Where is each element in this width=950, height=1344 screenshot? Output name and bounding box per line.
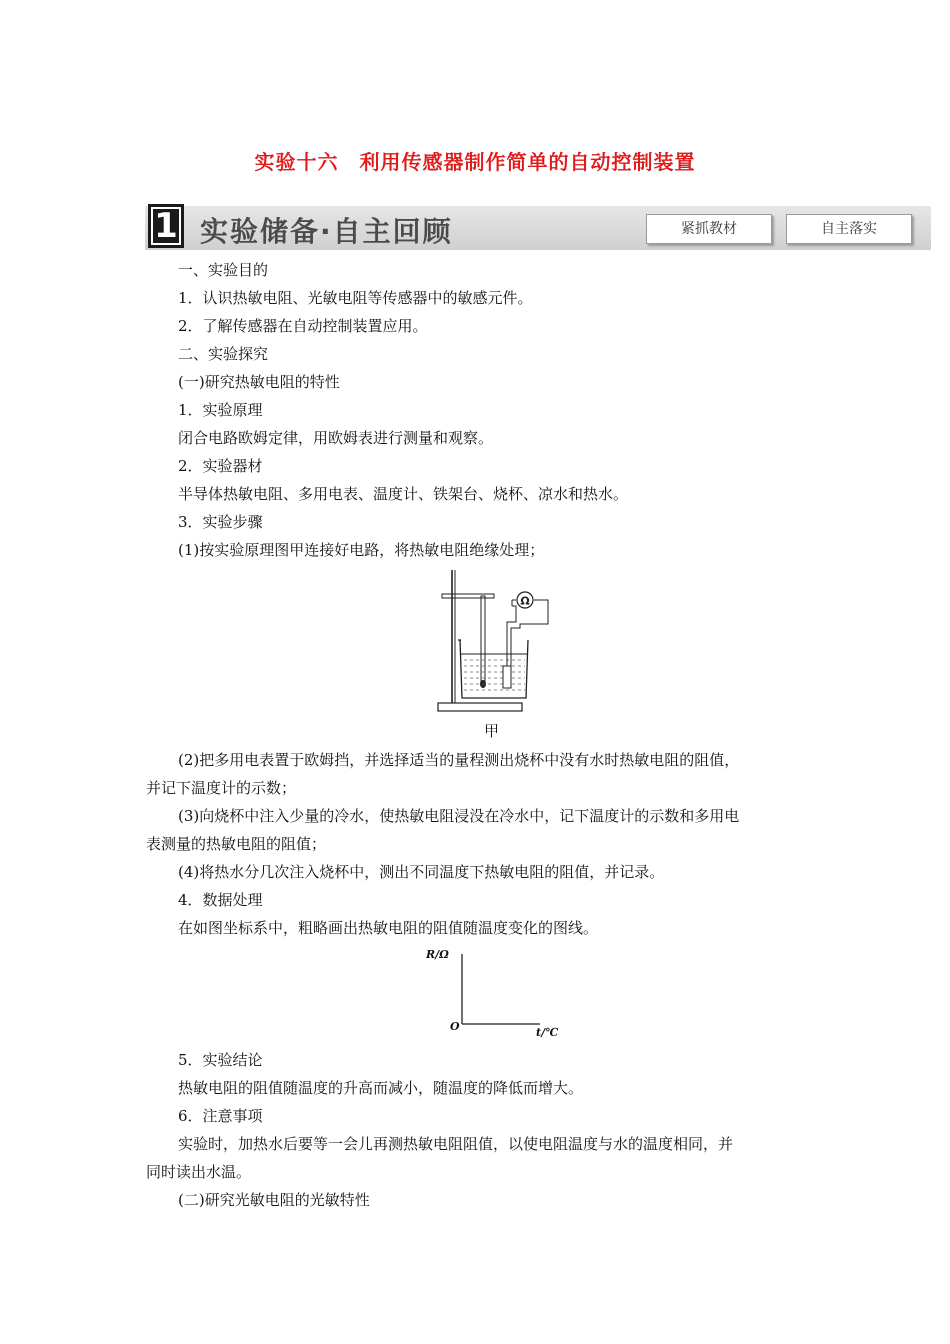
heading-exploration: 二、实验探究: [178, 345, 269, 363]
heading-conclusion: 5．实验结论: [178, 1051, 263, 1069]
equipment-text: 半导体热敏电阻、多用电表、温度计、铁架台、烧杯、凉水和热水。: [178, 485, 629, 503]
section-number: 1: [154, 206, 178, 246]
step-2: (2)把多用电表置于欧姆挡，并选择适当的量程测出烧杯中没有水时热敏电阻的阻值，: [178, 751, 740, 769]
step-3: (3)向烧杯中注入少量的冷水，使热敏电阻浸没在冷水中，记下温度计的示数和多用电: [178, 807, 740, 825]
heading-data: 4．数据处理: [178, 891, 263, 909]
page-title: 实验十六 利用传感器制作简单的自动控制装置: [254, 150, 696, 174]
step-2-cont: 并记下温度计的示数；: [146, 779, 297, 797]
heading-notes: 6．注意事项: [178, 1107, 263, 1125]
figure-caption: 甲: [484, 722, 500, 740]
heading-steps: 3．实验步骤: [178, 513, 263, 531]
step-1: (1)按实验原理图甲连接好电路，将热敏电阻绝缘处理；: [178, 541, 545, 559]
step-4: (4)将热水分几次注入烧杯中，测出不同温度下热敏电阻的阻值，并记录。: [178, 863, 665, 881]
subheading-thermistor: (一)研究热敏电阻的特性: [178, 373, 340, 391]
heading-purpose: 一、实验目的: [178, 261, 269, 279]
notes-text: 实验时，加热水后要等一会儿再测热敏电阻阻值，以使电阻温度与水的温度相同，并: [178, 1135, 734, 1153]
tab-self-practice[interactable]: 自主落实: [786, 214, 912, 244]
tab-textbook[interactable]: 紧抓教材: [646, 214, 772, 244]
heading-principle: 1．实验原理: [178, 401, 263, 419]
data-text: 在如图坐标系中，粗略画出热敏电阻的阻值随温度变化的图线。: [178, 919, 599, 937]
purpose-item-2: 2．了解传感器在自动控制装置应用。: [178, 317, 428, 335]
step-3-cont: 表测量的热敏电阻的阻值；: [146, 835, 327, 853]
principle-text: 闭合电路欧姆定律，用欧姆表进行测量和观察。: [178, 429, 494, 447]
ohmmeter-symbol: Ω: [520, 594, 530, 608]
origin-label: O: [450, 1020, 460, 1033]
x-axis-label: t/℃: [536, 1026, 559, 1039]
notes-text-cont: 同时读出水温。: [146, 1163, 252, 1181]
apparatus-figure: [430, 566, 560, 716]
conclusion-text: 热敏电阻的阻值随温度的升高而减小，随温度的降低而增大。: [178, 1079, 584, 1097]
y-axis-label: R/Ω: [426, 948, 449, 961]
heading-equipment: 2．实验器材: [178, 457, 263, 475]
section-title: 实验储备·自主回顾: [200, 215, 453, 248]
purpose-item-1: 1．认识热敏电阻、光敏电阻等传感器中的敏感元件。: [178, 289, 533, 307]
subheading-photoresistor: (二)研究光敏电阻的光敏特性: [178, 1191, 370, 1209]
